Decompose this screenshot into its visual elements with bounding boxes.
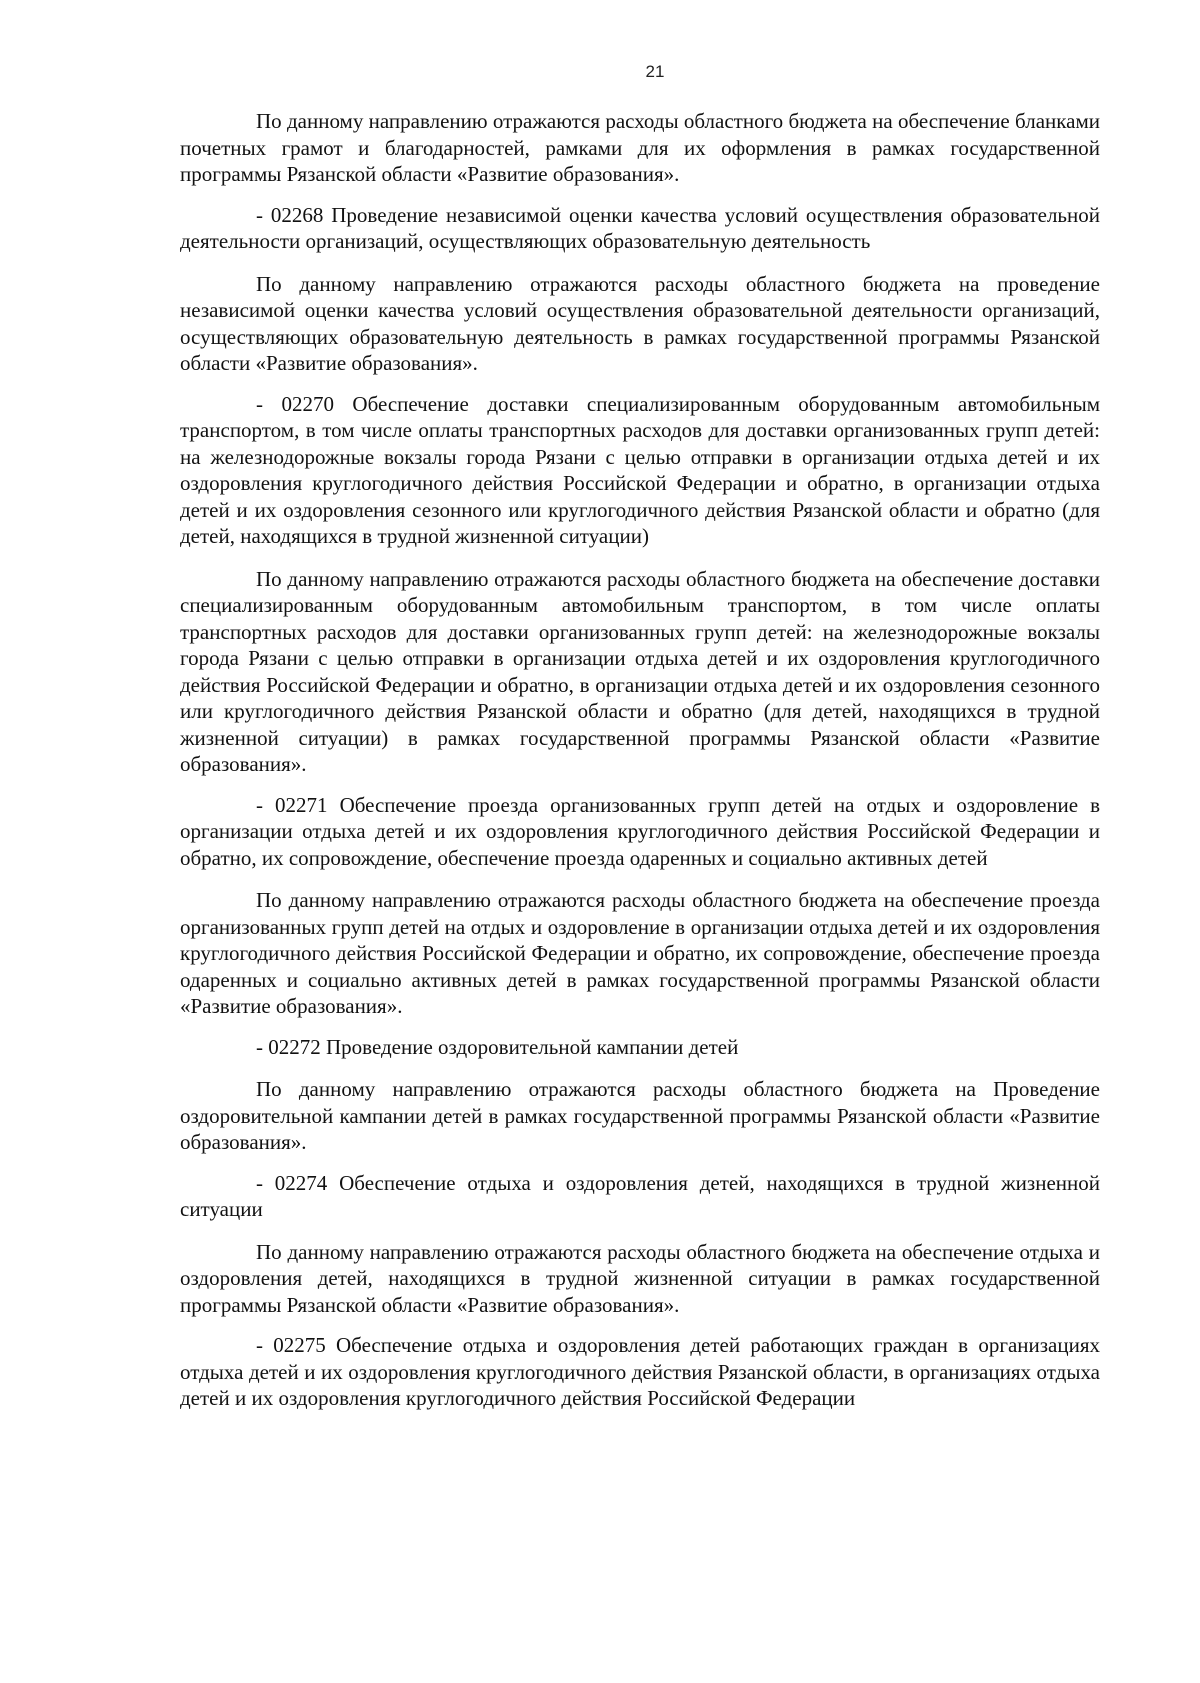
paragraph-02274-description: По данному направлению отражаются расходы областного бюджета на обеспечение отдыха и оздоровления детей, находящихся в трудной жизненной ситуации в рамках государственной программы Рязанской области «Развитие образования». bbox=[180, 1239, 1100, 1317]
page-body bbox=[180, 108, 1100, 1428]
page-number: 21 bbox=[645, 62, 665, 81]
paragraph-02267-description: По данному направлению отражаются расходы областного бюджета на обеспечение бланками почетных грамот и благодарностей, рамками для их оформления в рамках государственной программы Рязанской области «Развитие образования». bbox=[180, 109, 1100, 186]
paragraph-02272-description: По данному направлению отражаются расходы областного бюджета на Проведение оздоровительной кампании детей в рамках государственной программы Рязанской области «Развитие образования». bbox=[180, 1077, 1100, 1154]
item-02272-heading: - 02272 Проведение оздоровительной кампании детей bbox=[256, 1034, 739, 1059]
paragraph-02268-description: По данному направлению отражаются расходы областного бюджета на проведение независимой оценки качества условий осуществления образовательной деятельности организаций, осуществляющих образовательную деятельность в рамках государственной программы Рязанской области «Развитие образования». bbox=[180, 271, 1100, 375]
paragraph-02271-description: По данному направлению отражаются расходы областного бюджета на обеспечение проезда организованных групп детей на отдых и оздоровление в организации отдыха детей и их оздоровления круглогодичного действия Российской Федерации и обратно, их сопровождение, обеспечение проезда одаренных и социально активных детей в рамках государственной программы Рязанской области «Развитие образования». bbox=[180, 888, 1100, 1018]
item-02270-heading: - 02270 Обеспечение доставки специализированным оборудованным автомобильным транспортом, в том числе оплаты транспортных расходов для доставки организованных групп детей: на железнодорожные вокзалы города Рязани с целью отправки в организации отдыха детей и их оздоровления круглогодичного действия Российской Федерации и обратно, в организации отдыха детей и их оздоровления сезонного или круглогодичного действия Рязанской области и обратно (для детей, находящихся в трудной жизненной ситуации) bbox=[180, 391, 1100, 548]
item-02274-heading: - 02274 Обеспечение отдыха и оздоровления детей, находящихся в трудной жизненной ситуации bbox=[180, 1170, 1100, 1221]
item-02271-heading: - 02271 Обеспечение проезда организованных групп детей на отдых и оздоровление в организации отдыха детей и их оздоровления круглогодичного действия Российской Федерации и обратно, их сопровождение, обеспечение проезда одаренных и социально активных детей bbox=[180, 792, 1100, 870]
item-02268-heading: - 02268 Проведение независимой оценки качества условий осуществления образовательной деятельности организаций, осуществляющих образовательную деятельность bbox=[180, 202, 1100, 253]
item-02275-heading: - 02275 Обеспечение отдыха и оздоровления детей работающих граждан в организациях отдыха детей и их оздоровления круглогодичного действия Рязанской области, в организациях отдыха детей и их оздоровления круглогодичного действия Российской Федерации bbox=[180, 1333, 1100, 1410]
paragraph-02270-description: По данному направлению отражаются расходы областного бюджета на обеспечение доставки специализированным оборудованным автомобильным транспортом, в том числе оплаты транспортных расходов для доставки организованных групп детей: на железнодорожные вокзалы города Рязани с целью отправки в организации отдыха детей и их оздоровления круглогодичного действия Российской Федерации и обратно, в организации отдыха детей и их оздоровления сезонного или круглогодичного действия Рязанской области и обратно (для детей, находящихся в трудной жизненной ситуации) в рамках государственной программы Рязанской области «Развитие образования». bbox=[180, 566, 1100, 776]
